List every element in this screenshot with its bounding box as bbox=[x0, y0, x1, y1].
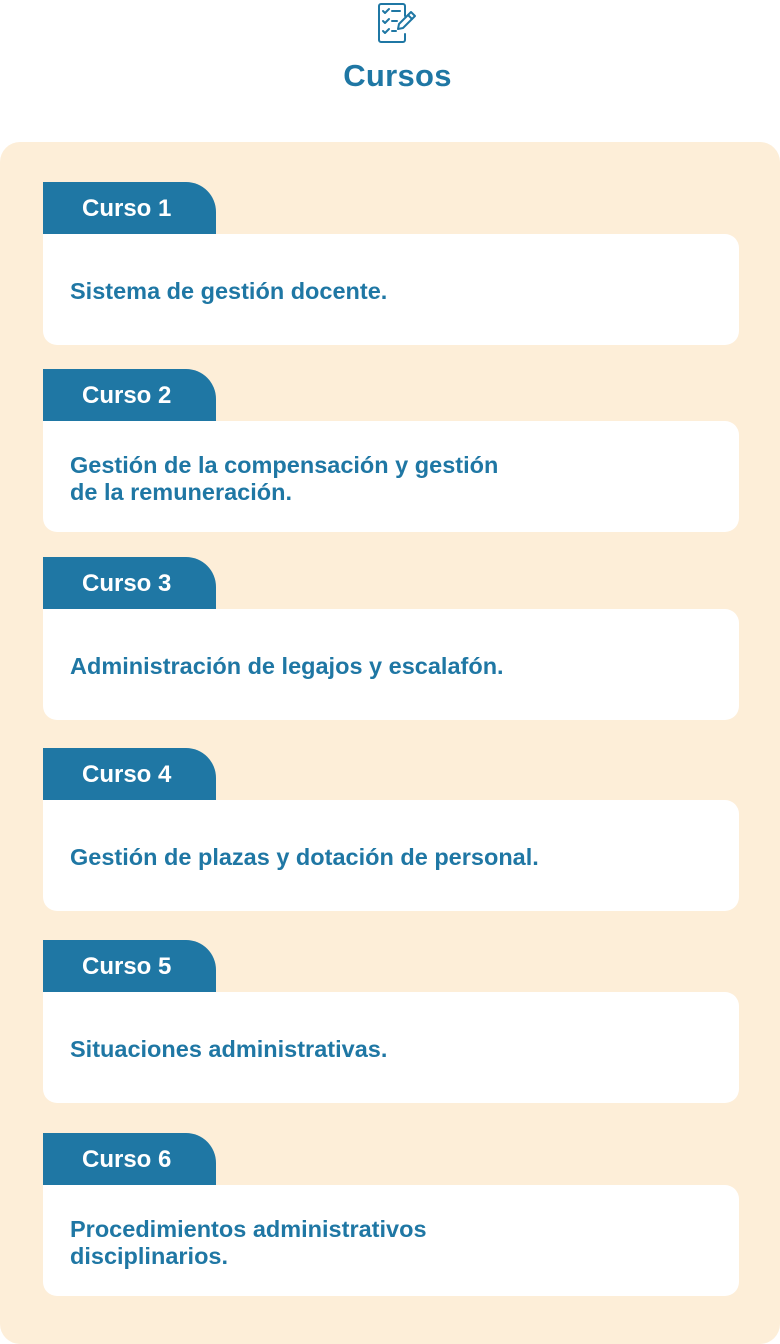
course-card bbox=[43, 800, 739, 911]
course-description: Gestión de plazas y dotación de personal. bbox=[70, 844, 539, 870]
course-description: Gestión de la compensación y gestión de la remuneración. bbox=[70, 451, 499, 505]
course-card bbox=[43, 234, 739, 345]
course-tab: Curso 3 bbox=[43, 557, 216, 609]
courses-panel bbox=[0, 142, 780, 1344]
course-card bbox=[43, 609, 739, 720]
course-description: Procedimientos administrativos disciplinarios. bbox=[70, 1215, 427, 1269]
page-title: Cursos bbox=[343, 58, 452, 93]
course-tab: Curso 4 bbox=[43, 748, 216, 800]
checklist-edit-icon bbox=[377, 2, 417, 44]
course-description: Sistema de gestión docente. bbox=[70, 278, 388, 304]
course-card bbox=[43, 421, 739, 532]
course-description: Situaciones administrativas. bbox=[70, 1036, 388, 1062]
course-description: Administración de legajos y escalafón. bbox=[70, 653, 504, 679]
course-card bbox=[43, 992, 739, 1103]
course-tab: Curso 5 bbox=[43, 940, 216, 992]
course-tab: Curso 1 bbox=[43, 182, 216, 234]
course-tab: Curso 6 bbox=[43, 1133, 216, 1185]
course-card bbox=[43, 1185, 739, 1296]
course-tab: Curso 2 bbox=[43, 369, 216, 421]
